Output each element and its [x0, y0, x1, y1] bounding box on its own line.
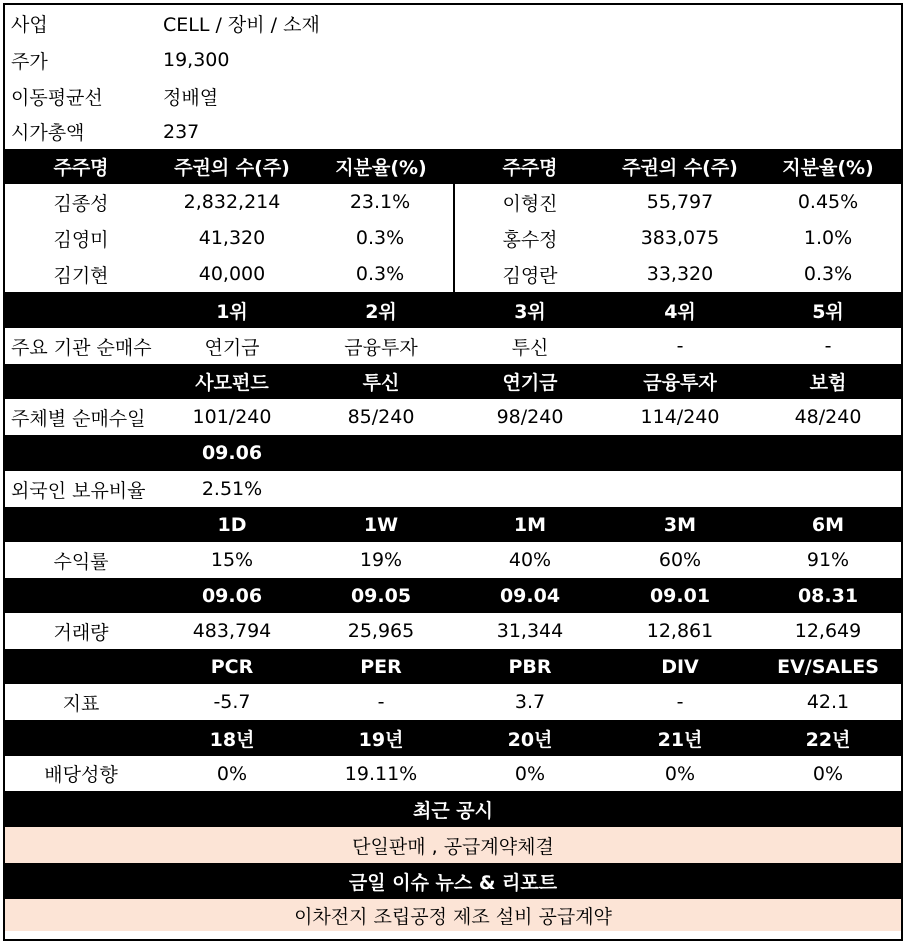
shareholder-ratio: 0.45%	[797, 191, 859, 213]
header-cell: 1W	[307, 507, 455, 542]
return-value: 60%	[658, 549, 702, 571]
header-cell: 지분율(%)	[307, 149, 455, 184]
entity-value: 85/240	[347, 406, 415, 428]
header-cell: 09.06	[157, 578, 307, 613]
header-cell: 주주명	[5, 149, 157, 184]
volume-value: 483,794	[192, 620, 272, 642]
return-value: 15%	[210, 549, 254, 571]
news-title: 금일 이슈 뉴스 & 리포트	[5, 863, 901, 899]
volume-value: 31,344	[496, 620, 564, 642]
dividend-value: 0%	[514, 762, 546, 785]
info-label: 시가총액	[11, 122, 85, 144]
volume-value: 12,861	[646, 620, 714, 642]
entity-value: 114/240	[640, 406, 720, 428]
header-blank	[5, 649, 157, 684]
shareholder-name: 이형진	[502, 192, 558, 215]
row-label: 수익률	[53, 550, 109, 573]
indicators-header	[5, 649, 901, 684]
header-cell: 09.05	[307, 578, 455, 613]
indicator-value: -	[377, 691, 385, 713]
info-row-price	[5, 42, 901, 78]
header-cell: 1D	[157, 507, 307, 542]
news-header	[5, 863, 901, 899]
header-cell: 주권의 수(주)	[605, 149, 755, 184]
info-value: 19,300	[163, 49, 230, 71]
header-cell: PCR	[157, 649, 307, 684]
shareholder-shares: 2,832,214	[183, 191, 281, 213]
header-blank	[5, 507, 157, 542]
info-label: 주가	[11, 50, 48, 73]
shareholder-shares: 55,797	[646, 191, 714, 213]
row-label: 지표	[62, 692, 100, 715]
indicators-row	[5, 684, 901, 720]
shareholder-ratio: 23.1%	[307, 184, 455, 220]
info-value: 237	[163, 120, 200, 143]
shareholder-name: 김영미	[53, 228, 109, 251]
header-cell: 주권의 수(주)	[157, 149, 307, 184]
volume-value: 12,649	[794, 620, 862, 642]
shareholder-shares: 33,320	[646, 263, 714, 285]
foreign-header	[5, 435, 901, 471]
shareholders-header	[5, 149, 901, 184]
entity-value: 101/240	[192, 406, 272, 428]
dividend-value: 19.11%	[344, 762, 418, 785]
header-blank	[5, 720, 157, 756]
header-cell: 09.04	[455, 578, 605, 613]
header-cell: PBR	[455, 649, 605, 684]
foreign-value: 2.51%	[201, 478, 263, 500]
dividend-header	[5, 720, 901, 756]
shareholder-name: 홍수정	[502, 228, 558, 251]
row-label: 배당성향	[44, 764, 118, 786]
volume-row	[5, 613, 901, 649]
disclosure-header	[5, 791, 901, 827]
header-cell: 지분율(%)	[755, 149, 901, 184]
header-cell: 3위	[455, 292, 605, 328]
return-value: 40%	[508, 549, 552, 571]
header-cell: 20년	[455, 720, 605, 756]
shareholder-row	[5, 220, 901, 256]
volume-header	[5, 578, 901, 613]
shareholder-shares: 383,075	[640, 227, 720, 249]
header-blank	[5, 435, 157, 471]
rank-value: 투신	[511, 336, 549, 359]
row-label: 주요 기관 순매수	[11, 336, 152, 359]
info-row-business	[5, 5, 901, 42]
rank-value: -	[824, 335, 832, 357]
header-cell: PER	[307, 649, 455, 684]
indicator-value: 42.1	[806, 691, 850, 713]
returns-header	[5, 507, 901, 542]
entity-row	[5, 399, 901, 435]
indicator-value: -	[676, 691, 684, 713]
header-cell: 21년	[605, 720, 755, 756]
header-cell: 6M	[755, 507, 901, 542]
header-cell: 1M	[455, 507, 605, 542]
header-cell: 22년	[755, 720, 901, 756]
entity-header	[5, 364, 901, 399]
foreign-row	[5, 471, 901, 507]
header-cell: 1위	[157, 292, 307, 328]
shareholder-name: 김영란	[502, 264, 558, 287]
header-blank	[5, 364, 157, 399]
shareholder-ratio: 1.0%	[803, 227, 853, 249]
rank-value: 연기금	[204, 336, 260, 359]
dividend-value: 0%	[812, 762, 844, 785]
stock-summary-sheet	[3, 3, 903, 941]
disclosure-text: 단일판매 , 공급계약체결	[5, 827, 901, 863]
info-label: 이동평균선	[11, 86, 103, 109]
header-blank	[5, 292, 157, 328]
header-cell: 4위	[605, 292, 755, 328]
shareholder-name: 김종성	[53, 192, 109, 215]
row-label: 거래량	[53, 621, 109, 644]
shareholder-shares: 40,000	[198, 263, 266, 285]
shareholder-ratio: 0.3%	[307, 256, 455, 292]
header-cell: 금융투자	[605, 364, 755, 399]
dividend-row	[5, 756, 901, 791]
header-cell: 주주명	[455, 149, 605, 184]
rank-value: 금융투자	[344, 336, 418, 359]
return-value: 91%	[806, 549, 850, 571]
shareholder-shares: 41,320	[198, 227, 266, 249]
ranks-header	[5, 292, 901, 328]
rank-value: -	[676, 335, 684, 357]
disclosure-title: 최근 공시	[5, 791, 901, 827]
indicator-value: -5.7	[213, 691, 251, 713]
news-row	[5, 899, 901, 931]
shareholder-name: 김기현	[53, 264, 109, 287]
header-cell: 사모펀드	[157, 364, 307, 399]
header-cell: 2위	[307, 292, 455, 328]
row-label: 외국인 보유비율	[11, 479, 146, 502]
header-cell: 09.06	[157, 435, 307, 471]
header-blank	[5, 578, 157, 613]
header-cell: 3M	[605, 507, 755, 542]
return-value: 19%	[359, 549, 403, 571]
disclosure-row	[5, 827, 901, 863]
row-label: 주체별 순매수일	[11, 407, 146, 430]
shareholder-row	[5, 184, 901, 220]
header-cell: 18년	[157, 720, 307, 756]
shareholder-row	[5, 256, 901, 292]
volume-value: 25,965	[347, 620, 415, 642]
header-cell: EV/SALES	[755, 649, 901, 684]
header-blank	[307, 435, 901, 471]
returns-row	[5, 542, 901, 578]
entity-value: 98/240	[496, 406, 564, 428]
header-cell: 보험	[755, 364, 901, 399]
shareholder-ratio: 0.3%	[803, 263, 853, 285]
header-cell: 투신	[307, 364, 455, 399]
header-cell: 09.01	[605, 578, 755, 613]
info-value: 정배열	[163, 86, 219, 109]
indicator-value: 3.7	[514, 691, 546, 713]
header-cell: 08.31	[755, 578, 901, 613]
header-cell: 5위	[755, 292, 901, 328]
dividend-value: 0%	[664, 762, 696, 785]
info-label: 사업	[11, 14, 48, 36]
news-text: 이차전지 조립공정 제조 설비 공급계약	[5, 899, 901, 931]
header-cell: 연기금	[455, 364, 605, 399]
dividend-value: 0%	[216, 762, 248, 785]
shareholder-ratio: 0.3%	[307, 220, 455, 256]
blank-cell	[307, 471, 901, 507]
entity-value: 48/240	[794, 406, 862, 428]
info-row-moving-average	[5, 78, 901, 114]
ranks-row	[5, 328, 901, 364]
info-value: CELL / 장비 / 소재	[163, 14, 320, 36]
header-cell: 19년	[307, 720, 455, 756]
header-cell: DIV	[605, 649, 755, 684]
info-row-market-cap	[5, 114, 901, 149]
